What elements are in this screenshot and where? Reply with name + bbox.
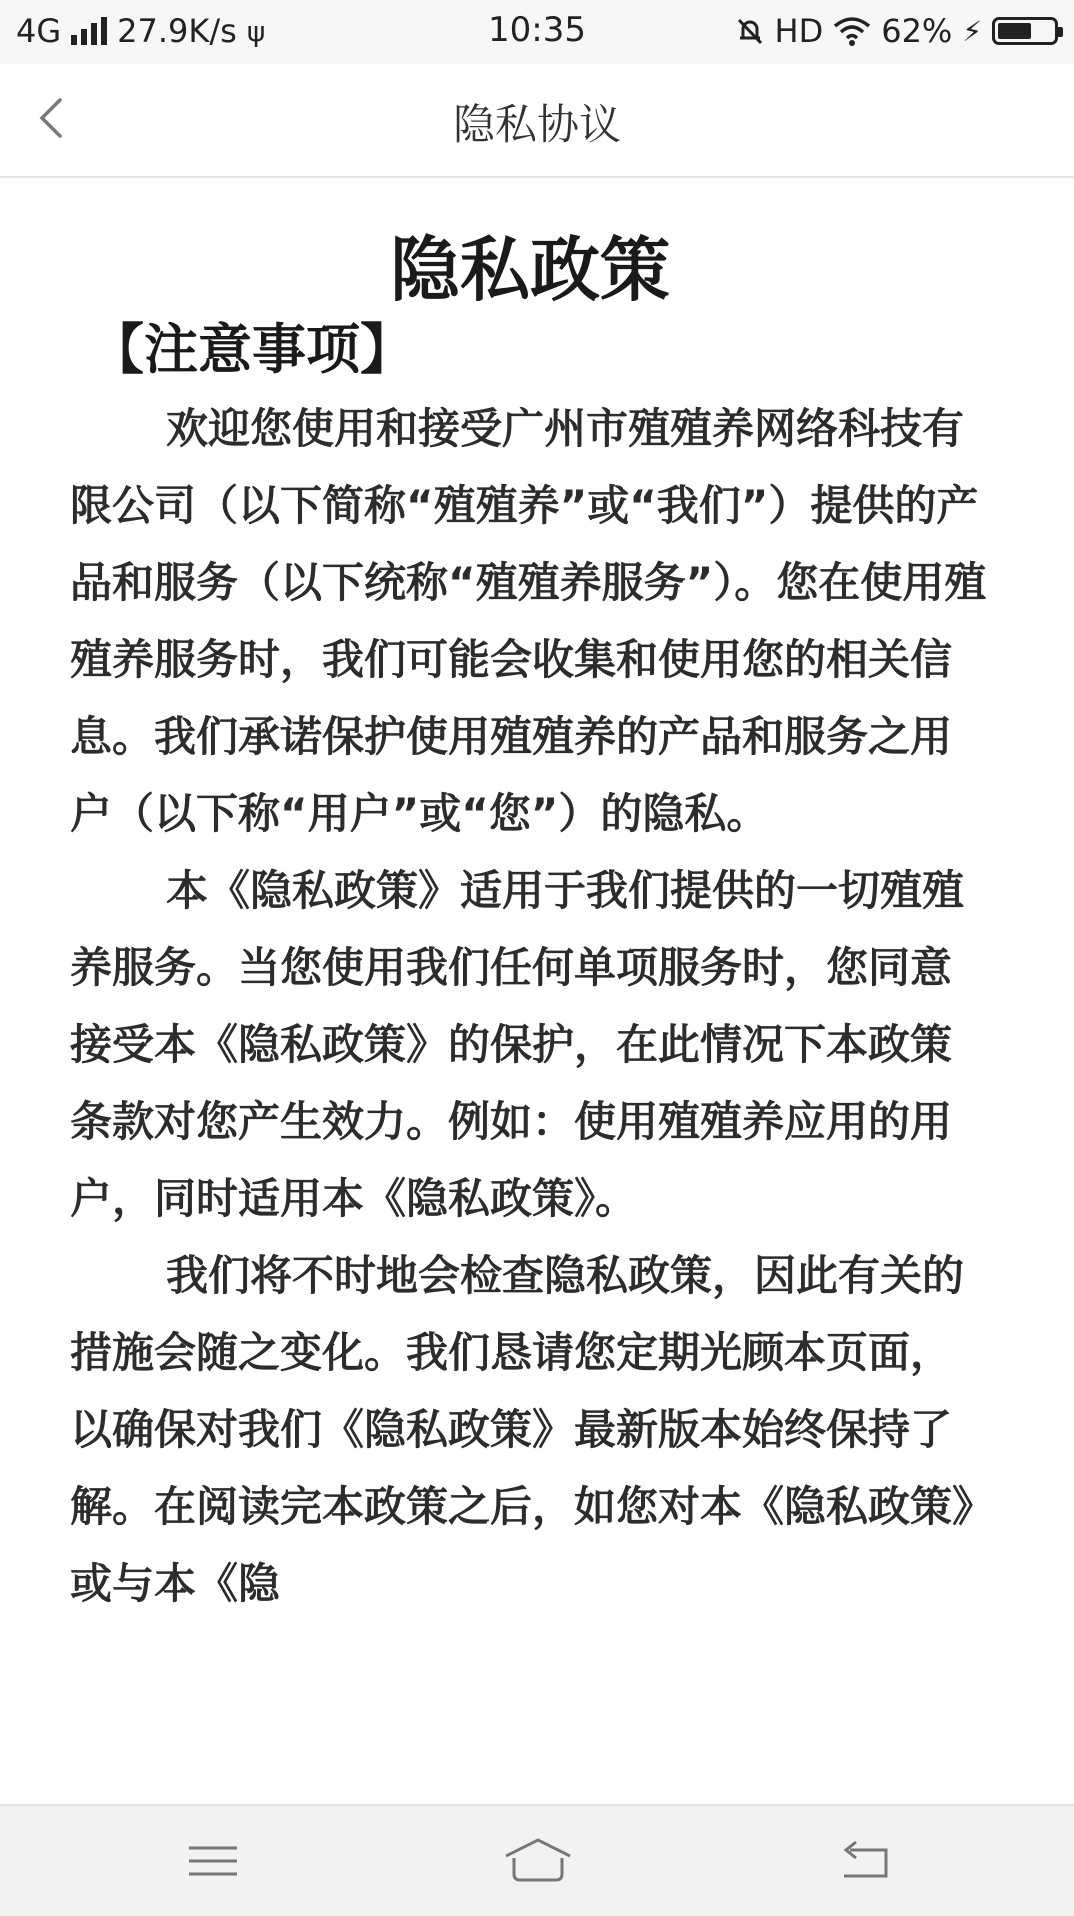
section-heading: 【注意事项】: [90, 318, 414, 381]
mute-bell-icon: [735, 16, 765, 46]
hd-label: HD: [774, 12, 824, 50]
battery-level: [998, 23, 1031, 39]
document-title: 隐私政策: [390, 229, 670, 311]
menu-icon[interactable]: [183, 1836, 243, 1886]
battery-percent: 62%: [881, 12, 953, 50]
page-title: 隐私协议: [452, 100, 621, 149]
document-content: [70, 178, 990, 1622]
charging-icon: ⚡: [962, 14, 982, 48]
wifi-icon: [833, 16, 871, 46]
navigation-bar: [0, 1804, 1074, 1916]
paragraph: 欢迎您使用和接受广州市殖殖养网络科技有限公司（以下简称“殖殖养”或“我们”）提供的产品和服务（以下统称“殖殖养服务”）。您在使用殖殖养服务时，我们可能会收集和使用您的相关信息。我们承诺保护使用殖殖养的产品和服务之用户（以下称“用户”或“您”）的隐私。: [70, 404, 987, 838]
back-arrow-icon[interactable]: [836, 1836, 896, 1886]
usb-icon: ψ: [246, 14, 266, 48]
paragraph: 本《隐私政策》适用于我们提供的一切殖殖养服务。当您使用我们任何单项服务时，您同意接受本《隐私政策》的保护，在此情况下本政策条款对您产生效力。例如：使用殖殖养应用的用户，同时适用本《隐私政策》。: [70, 866, 965, 1223]
status-bar: [0, 0, 1074, 64]
paragraph: 我们将不时地会检查隐私政策，因此有关的措施会随之变化。我们恳请您定期光顾本页面，以确保对我们《隐私政策》最新版本始终保持了解。在阅读完本政策之后，如您对本《隐私政策》或与本《隐: [70, 1251, 974, 1608]
network-type: 4G: [16, 12, 62, 50]
network-speed: 27.9K/s: [117, 12, 237, 50]
battery-icon: [992, 17, 1058, 45]
home-icon[interactable]: [502, 1836, 574, 1886]
title-bar: [0, 64, 1074, 178]
clock: 10:35: [488, 10, 586, 50]
